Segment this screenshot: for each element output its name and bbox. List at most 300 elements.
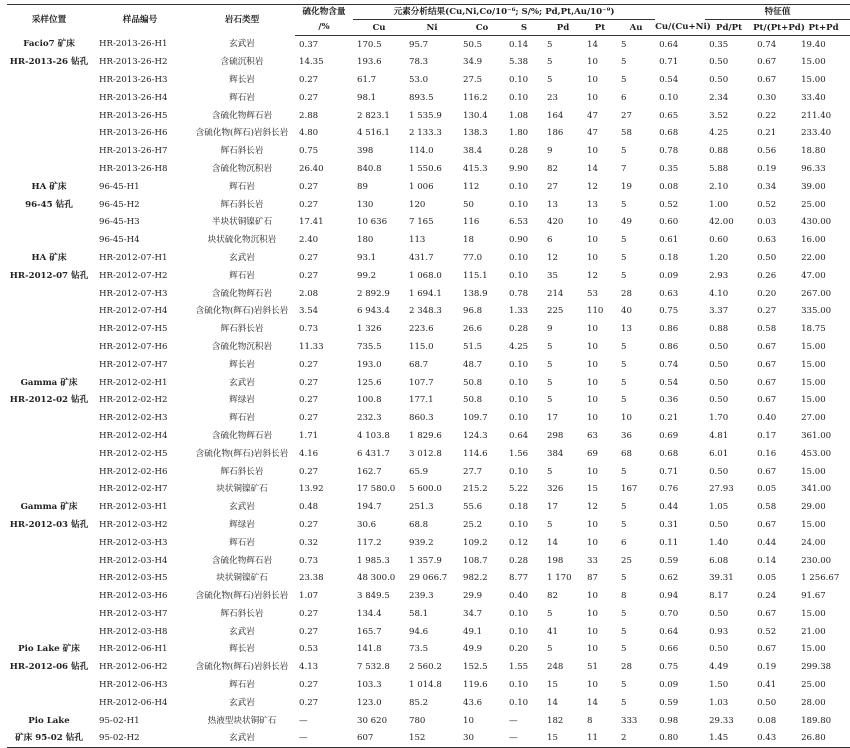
header-rock: 岩石类型 [189,5,295,36]
cell-value: 16.00 [801,235,826,246]
header-col-8: Pd/Pt [705,20,753,36]
cell-value: 119.6 [463,680,488,691]
cell-value: 19.40 [801,39,826,50]
cell-rock-type: 辉长岩 [229,644,255,655]
cell-value: 5 [547,359,553,370]
table-row [7,498,850,516]
cell-value: 0.05 [757,573,777,584]
cell-value: 4 516.1 [357,128,390,139]
cell-value: 0.67 [757,644,777,655]
cell-value: 17.41 [299,217,324,228]
table-row [7,445,850,463]
cell-value: 0.63 [757,235,777,246]
cell-value: 7 165 [409,217,434,228]
cell-value: 116 [463,217,480,228]
cell-value: 267.00 [801,288,832,299]
cell-value: 61.7 [357,74,377,85]
cell-value: 8 [621,591,627,602]
cell-value: 5 [621,697,627,708]
cell-location [7,89,91,107]
cell-rock-type: 含硫化物沉积岩 [211,341,273,352]
cell-value: 177.1 [409,395,434,406]
cell-value: 0.54 [659,377,679,388]
table-header [7,5,850,36]
cell-value: 114.0 [409,146,434,157]
header-sulfide-unit: /% [295,20,353,36]
cell-value: 0.35 [709,39,729,50]
cell-value: 47 [587,128,598,139]
cell-value: 2.40 [299,235,319,246]
cell-value: 0.28 [509,324,529,335]
cell-value: — [509,715,518,726]
cell-rock-type: 含硫化物(辉石)岩斜长岩 [195,591,289,602]
cell-value: 115.0 [409,341,434,352]
cell-value: 840.8 [357,163,382,174]
cell-location [7,463,91,481]
cell-value: 0.58 [757,324,777,335]
cell-value: 34.7 [463,608,483,619]
table-row [7,623,850,641]
cell-value: 211.40 [801,110,832,121]
cell-value: 94.6 [409,626,429,637]
cell-value: 0.12 [509,537,529,548]
cell-value: 99.2 [357,270,377,281]
cell-sample-id: HR-2013-26-H2 [99,57,168,68]
cell-rock-type: 含硫化物辉石岩 [211,430,273,441]
cell-value: 1.80 [509,128,529,139]
cell-value: 0.10 [509,519,529,530]
cell-value: 0.52 [659,199,679,210]
cell-rock-type: 辉绿岩 [229,519,255,530]
cell-sample-id: HR-2012-06-H3 [99,680,168,691]
cell-location: HR-2013-26 钻孔 [9,57,89,68]
cell-rock-type: 辉石岩 [229,537,255,548]
table-row [7,249,850,267]
header-col-0: Cu [353,20,405,36]
cell-value: 1.40 [709,537,729,548]
cell-value: 14.35 [299,57,324,68]
cell-value: 8 [587,715,593,726]
cell-value: 17 [547,502,558,513]
cell-sample-id: HR-2013-26-H5 [99,110,168,121]
cell-value: 27.7 [463,466,483,477]
cell-value: 53 [587,288,598,299]
cell-value: 6.53 [509,217,529,228]
cell-value: 5 [621,359,627,370]
cell-value: 0.14 [509,39,529,50]
cell-value: 2 823.1 [357,110,390,121]
cell-value: 112 [463,181,480,192]
cell-value: 65.9 [409,466,429,477]
cell-value: 430.00 [801,217,832,228]
cell-value: 0.18 [509,502,529,513]
table-row [7,374,850,392]
cell-sample-id: 96-45-H2 [99,199,140,210]
cell-location: Gamma 矿床 [20,502,78,513]
cell-value: 0.70 [659,608,679,619]
header-col-7: Cu/(Cu+Ni) [655,20,705,36]
cell-value: 25 [621,555,632,566]
cell-value: 2 348.3 [409,306,442,317]
header-col-1: Ni [405,20,459,36]
cell-value: 39.00 [801,181,826,192]
cell-sample-id: HR-2012-06-H1 [99,644,168,655]
cell-value: 3 849.5 [357,591,390,602]
table-row [7,480,850,498]
cell-value: 939.2 [409,537,434,548]
header-col-3: S [505,20,543,36]
cell-value: 4 103.8 [357,430,390,441]
cell-rock-type: 辉石斜长岩 [220,466,264,477]
cell-value: 0.10 [509,680,529,691]
cell-value: 15 [547,680,558,691]
cell-location [7,285,91,303]
cell-rock-type: 辉石岩 [229,270,255,281]
cell-value: 5 [547,341,553,352]
header-col-10: Pt+Pd [797,20,850,36]
cell-rock-type: 辉石斜长岩 [220,324,264,335]
cell-value: 0.52 [757,626,777,637]
cell-value: 29.00 [801,502,826,513]
cell-sample-id: HR-2013-26-H3 [99,74,168,85]
cell-value: 134.4 [357,608,382,619]
cell-value: 10 [587,252,598,263]
table-row [7,36,850,54]
cell-value: 0.50 [709,341,729,352]
cell-value: 0.36 [659,395,679,406]
cell-value: 27 [621,110,632,121]
cell-value: 0.67 [757,57,777,68]
cell-value: 735.5 [357,341,382,352]
cell-value: 10 [587,377,598,388]
cell-value: 29 066.7 [409,573,448,584]
cell-location [7,71,91,89]
cell-value: 22.00 [801,252,826,263]
table-row [7,427,850,445]
cell-rock-type: 辉长岩 [229,74,255,85]
cell-value: 0.44 [757,537,777,548]
cell-value: 138.9 [463,288,488,299]
cell-location: Pio Lake 矿床 [18,644,80,655]
cell-value: 0.10 [509,697,529,708]
cell-location: HR-2012-06 钻孔 [9,662,89,673]
cell-value: 41 [547,626,558,637]
cell-value: 0.75 [659,306,679,317]
cell-value: 5 [621,235,627,246]
cell-value: 10 [587,74,598,85]
cell-sample-id: HR-2012-07-H5 [99,324,168,335]
cell-location: Facio7 矿床 [23,39,75,50]
cell-value: 10 [587,359,598,370]
header-location: 采样位置 [7,5,91,36]
cell-location [7,302,91,320]
cell-value: 152 [405,730,459,748]
header-sulfide: 硫化物含量 [295,5,353,20]
table-row [7,641,850,659]
cell-value: 77.0 [463,252,483,263]
cell-value: 96.8 [463,306,483,317]
cell-value: 0.14 [757,555,777,566]
cell-value: 8.17 [709,591,729,602]
cell-value: 17 580.0 [357,484,396,495]
data-table [7,4,850,748]
cell-value: 108.7 [463,555,488,566]
cell-value: 0.50 [709,466,729,477]
cell-value: 0.98 [659,715,679,726]
cell-value: 125.6 [357,377,382,388]
cell-value: 0.65 [659,110,679,121]
cell-value: 251.3 [409,502,434,513]
cell-rock-type: 玄武岩 [229,39,255,50]
cell-value: 0.67 [757,466,777,477]
cell-value: 14 [587,163,598,174]
cell-value: 5.88 [709,163,729,174]
cell-value: 34.9 [463,57,483,68]
cell-location: HR-2012-03 钻孔 [9,519,89,530]
cell-sample-id: HR-2012-02-H2 [99,395,168,406]
cell-value: 0.50 [709,644,729,655]
cell-value: 68.8 [409,519,429,530]
cell-sample-id: HR-2012-02-H3 [99,413,168,424]
cell-location [7,107,91,125]
cell-value: 10 [587,235,598,246]
cell-value: 0.64 [659,39,679,50]
cell-value: 5 [547,519,553,530]
table-row [7,730,850,748]
cell-value: 2 892.9 [357,288,390,299]
cell-value: 0.59 [659,555,679,566]
cell-value: 12 [547,252,558,263]
table-row [7,569,850,587]
table-row [7,605,850,623]
cell-location [7,124,91,142]
cell-value: 0.10 [509,199,529,210]
cell-value: 10 [587,626,598,637]
cell-value: 10 [587,680,598,691]
cell-value: 50 [463,199,474,210]
cell-value: 73.5 [409,644,429,655]
cell-value: 11.33 [299,341,324,352]
cell-value: 0.10 [509,626,529,637]
cell-value: 0.27 [299,74,319,85]
cell-value: 40 [621,306,632,317]
cell-value: 0.78 [659,146,679,157]
cell-value: 63 [587,430,598,441]
cell-location [7,231,91,249]
cell-value: 0.27 [299,377,319,388]
table-row [7,196,850,214]
cell-value: 49.1 [463,626,483,637]
cell-value: 18.75 [801,324,826,335]
cell-value: 0.76 [659,484,679,495]
cell-rock-type: 辉石岩 [229,181,255,192]
cell-value: 35 [547,270,558,281]
cell-value: 50.8 [463,377,483,388]
cell-value: 0.20 [757,288,777,299]
cell-value: — [505,730,543,748]
cell-value: 49 [621,217,632,228]
cell-value: 116.2 [463,92,488,103]
table-row [7,231,850,249]
table-row [7,302,850,320]
cell-value: 117.2 [357,537,382,548]
cell-value: 25.00 [801,680,826,691]
cell-value: 0.30 [757,92,777,103]
cell-sample-id: HR-2012-06-H2 [99,662,168,673]
cell-value: 0.10 [509,181,529,192]
cell-sample-id: 96-45-H4 [99,235,140,246]
cell-value: 15.00 [801,359,826,370]
cell-rock-type: 辉石斜长岩 [220,199,264,210]
cell-location [7,552,91,570]
cell-value: 2.34 [709,92,729,103]
cell-sample-id: HR-2012-02-H1 [99,377,168,388]
cell-value: 18 [463,235,474,246]
cell-value: 0.66 [659,644,679,655]
cell-value: 1 006 [409,181,434,192]
cell-value: 78.3 [409,57,429,68]
cell-value: 2 [617,730,655,748]
cell-value: 0.78 [509,288,529,299]
cell-location [7,694,91,712]
cell-value: 0.86 [659,324,679,335]
cell-value: 50.8 [463,395,483,406]
cell-value: 4.80 [299,128,319,139]
cell-value: 0.48 [299,502,319,513]
table-row [7,463,850,481]
cell-value: 198 [547,555,564,566]
cell-value: 5 [621,573,627,584]
cell-value: 28 [621,288,632,299]
cell-rock-type: 含硫化物(辉石)岩斜长岩 [195,662,289,673]
cell-value: 0.22 [757,110,777,121]
cell-value: 21.00 [801,626,826,637]
cell-rock-type: 含硫化物(辉石)岩斜长岩 [195,128,289,139]
cell-value: 5 [621,680,627,691]
cell-value: 0.19 [757,662,777,673]
cell-value: 186 [547,128,564,139]
cell-rock-type: 块状硫化物沉积岩 [207,235,277,246]
header-col-9: Pt/(Pt+Pd) [753,20,797,36]
cell-value: 10 [587,413,598,424]
cell-value: 15.00 [801,466,826,477]
cell-value: 0.50 [709,377,729,388]
cell-value: 0.75 [659,662,679,673]
cell-value: 1.05 [709,502,729,513]
cell-sample-id: HR-2012-03-H1 [99,502,168,513]
cell-value: 0.27 [299,199,319,210]
cell-value: 162.7 [357,466,382,477]
cell-value: 15.00 [801,519,826,530]
cell-value: 14 [587,697,598,708]
table-row [7,409,850,427]
table-row [7,356,850,374]
cell-value: 180 [357,235,374,246]
cell-value: 2.08 [299,288,319,299]
cell-value: 8.77 [509,573,529,584]
cell-location [7,605,91,623]
cell-location: HA 矿床 [31,181,67,192]
cell-value: 138.3 [463,128,488,139]
cell-value: 5 [621,39,627,50]
cell-value: 0.86 [659,341,679,352]
cell-value: 109.7 [463,413,488,424]
cell-sample-id: HR-2012-03-H4 [99,555,168,566]
cell-value: 0.50 [709,519,729,530]
cell-value: 0.68 [659,448,679,459]
cell-value: 5 [547,395,553,406]
cell-value: 7 532.8 [357,662,390,673]
cell-value: 780 [409,715,426,726]
table-row [7,53,850,71]
cell-value: 107.7 [409,377,434,388]
cell-value: 1.20 [709,252,729,263]
cell-value: 10 [587,57,598,68]
cell-location: HA 矿床 [31,252,67,263]
cell-value: 123.0 [357,697,382,708]
cell-value: 398 [357,146,374,157]
cell-value: 12 [587,502,598,513]
cell-value: 5 [547,39,553,50]
cell-value: 5 [547,377,553,388]
cell-value: 0.50 [757,252,777,263]
cell-rock-type: 玄武岩 [229,626,255,637]
cell-value: 1.55 [509,662,529,673]
cell-value: 5 [621,626,627,637]
cell-value: 0.53 [299,644,319,655]
cell-value: 0.40 [757,413,777,424]
cell-location [7,569,91,587]
cell-value: 607 [353,730,405,748]
cell-location: 96-45 钻孔 [25,199,73,210]
cell-value: 0.10 [509,413,529,424]
cell-rock-type: 玄武岩 [229,252,255,263]
cell-value: 164 [547,110,564,121]
cell-value: 5 [621,146,627,157]
cell-value: 0.27 [299,270,319,281]
cell-value: 10 [587,341,598,352]
cell-value: 0.88 [709,146,729,157]
cell-value: 4.16 [299,448,319,459]
cell-value: 194.7 [357,502,382,513]
cell-value: 13 [547,199,558,210]
cell-value: 1 829.6 [409,430,442,441]
table-row [7,694,850,712]
cell-value: 10 [621,413,632,424]
cell-value: 0.93 [709,626,729,637]
cell-value: 6 [621,92,627,103]
cell-sample-id: HR-2012-03-H3 [99,537,168,548]
table-row [7,107,850,125]
table-row [7,285,850,303]
cell-value: 0.73 [299,324,319,335]
cell-value: 0.10 [509,395,529,406]
cell-rock-type: 玄武岩 [189,730,295,748]
cell-value: 0.21 [757,128,777,139]
cell-sample-id: HR-2013-26-H8 [99,163,168,174]
cell-value: — [299,715,308,726]
cell-sample-id: HR-2012-06-H4 [99,697,168,708]
cell-value: 50.5 [463,39,483,50]
cell-value: 152.5 [463,662,488,673]
cell-value: 0.20 [509,644,529,655]
cell-value: 5 [621,74,627,85]
cell-value: 26.40 [299,163,324,174]
cell-value: 0.69 [659,430,679,441]
cell-value: 0.10 [509,377,529,388]
cell-value: 5 [621,341,627,352]
cell-value: 91.67 [801,591,826,602]
